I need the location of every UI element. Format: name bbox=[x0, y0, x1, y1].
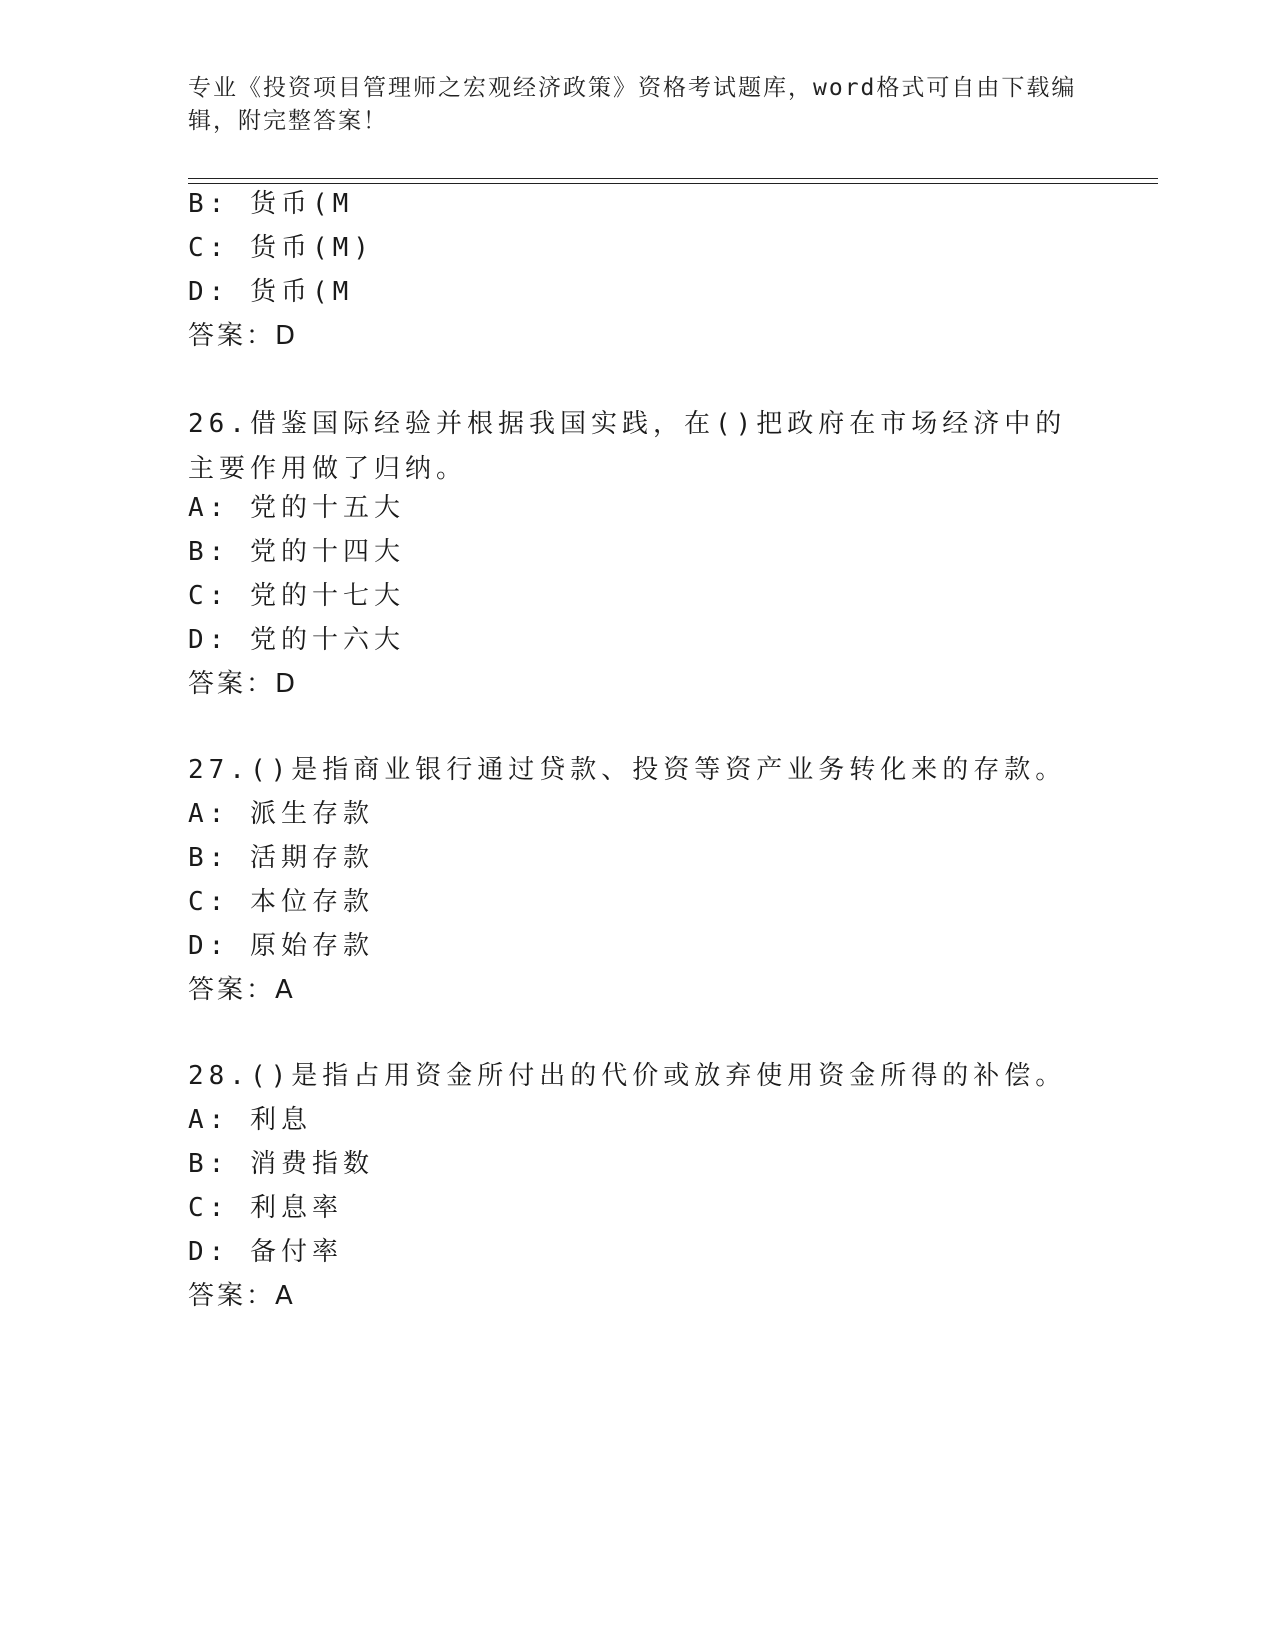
option-a: A: 利息 bbox=[188, 1105, 312, 1135]
option-d: D: 备付率 bbox=[188, 1237, 343, 1267]
header-double-rule bbox=[188, 178, 1158, 184]
document-page bbox=[188, 0, 1158, 1650]
option-c: C: 党的十七大 bbox=[188, 581, 405, 611]
option-d: D: 党的十六大 bbox=[188, 625, 405, 655]
answer: 答案：A bbox=[188, 975, 296, 1005]
answer: 答案：A bbox=[188, 1281, 296, 1311]
question-stem: 27.()是指商业银行通过贷款、投资等资产业务转化来的存款。 bbox=[188, 755, 1067, 785]
answer: 答案：D bbox=[188, 669, 299, 699]
question-stem: 28.()是指占用资金所付出的代价或放弃使用资金所得的补偿。 bbox=[188, 1061, 1067, 1091]
question-stem: 26.借鉴国际经验并根据我国实践，在()把政府在市场经济中的主要作用做了归纳。 bbox=[188, 409, 1067, 484]
option-d: D: 货币(M bbox=[188, 277, 354, 307]
option-a: A: 党的十五大 bbox=[188, 493, 405, 523]
option-b: B: 货币(M bbox=[188, 189, 354, 219]
option-c: C: 利息率 bbox=[188, 1193, 343, 1223]
option-c: C: 本位存款 bbox=[188, 887, 374, 917]
option-b: B: 消费指数 bbox=[188, 1149, 374, 1179]
option-b: B: 党的十四大 bbox=[188, 537, 405, 567]
answer: 答案：D bbox=[188, 321, 299, 351]
option-d: D: 原始存款 bbox=[188, 931, 374, 961]
option-b: B: 活期存款 bbox=[188, 843, 374, 873]
document-header: 专业《投资项目管理师之宏观经济政策》资格考试题库，word格式可自由下载编辑，附完整答案！ bbox=[188, 75, 1077, 134]
option-c: C: 货币(M) bbox=[188, 233, 374, 263]
option-a: A: 派生存款 bbox=[188, 799, 374, 829]
